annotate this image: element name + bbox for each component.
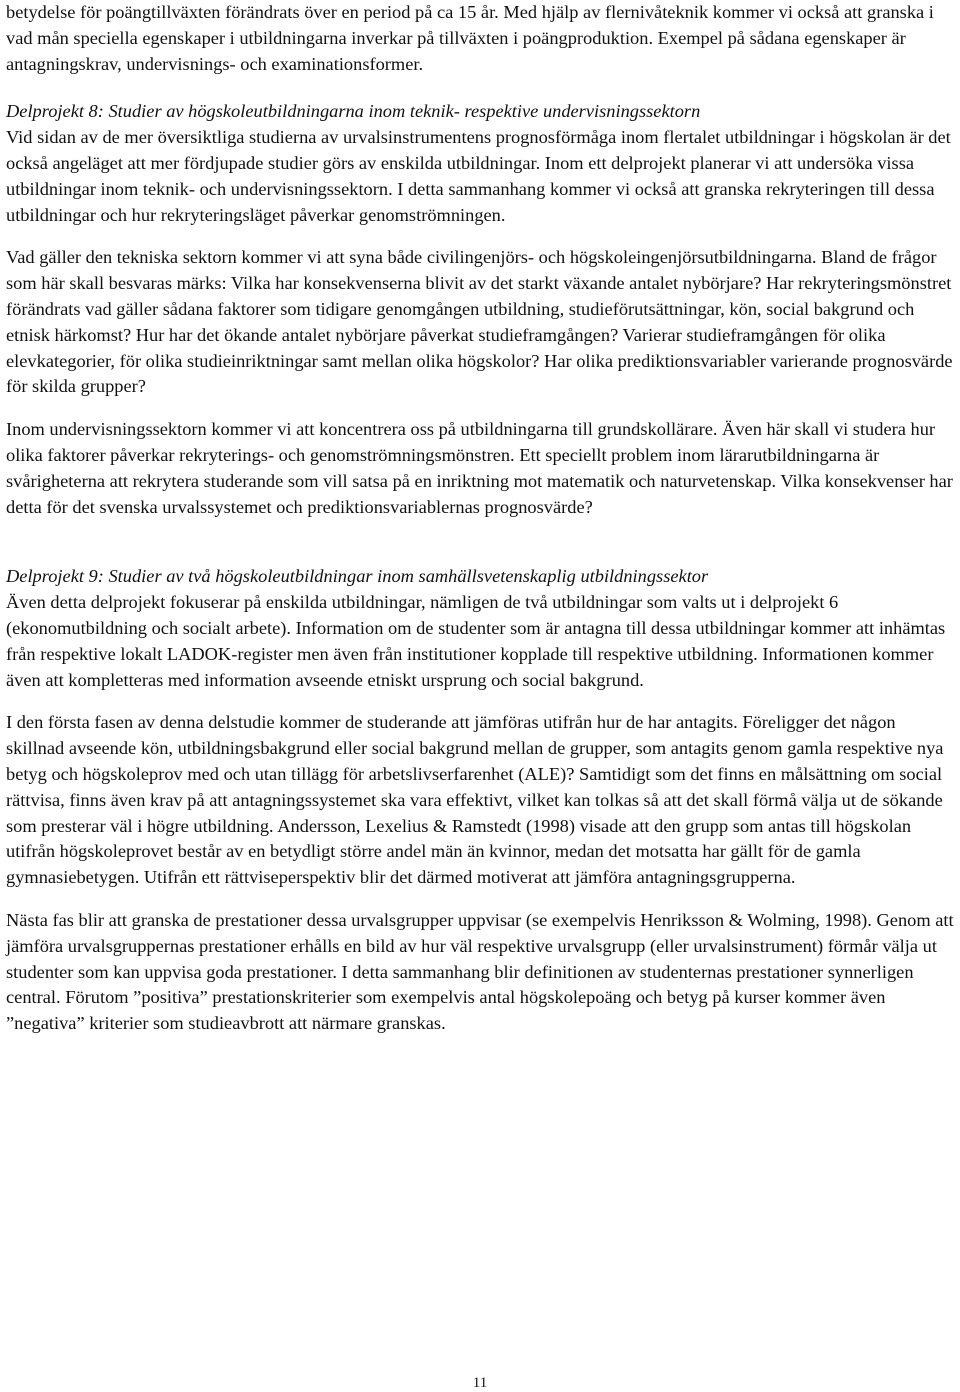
section-9-paragraph-1: Även detta delprojekt fokuserar på enskilda utbildningar, nämligen de två utbildningar som valts ut i delprojekt 6 (ekonomutbildning och socialt arbete). Information om de studenter som är antagna till dessa utbildningar kommer att inhämtas från respektive lokalt LADOK-register men även från institutioner kopplade till respektive utbildning. Informationen kommer även att kompletteras med information avseende etniskt ursprung och social bakgrund.: [6, 592, 946, 690]
intro-paragraph: betydelse för poängtillväxten förändrats över en period på ca 15 år. Med hjälp av flernivåteknik kommer vi också att granska i vad mån speciella egenskaper i utbildningarna inverkar på tillväxten i poängproduktion. Exempel på sådana egenskaper är antagningskrav, undervisnings- och examinationsformer.: [6, 2, 934, 74]
page-number: 11: [472, 1375, 488, 1391]
section-9-paragraph-3: Nästa fas blir att granska de prestationer dessa urvalsgrupper uppvisar (se exempelvis Henriksson & Wolming, 1998). Genom att jämföra urvalsgruppernas prestationer erhålls en bild av hur väl respektive urvalsgrupp (eller urvalsinstrument) förmår välja ut studenter som kan uppvisa goda prestationer. I detta sammanhang blir definitionen av studenternas prestationer synnerligen central. Förutom ”positiva” prestationskriterier som exempelvis antal högskolepoäng och betyg på kurser kommer även ”negativa” kriterier som studieavbrott att närmare granskas.: [6, 909, 954, 1034]
spacer: [6, 891, 954, 908]
document-page: [6, 0, 954, 1037]
section-8-heading: Delprojekt 8: Studier av högskoleutbildningarna inom teknik- respektive undervisningssektorn: [6, 101, 701, 122]
section-9-paragraph-2: I den första fasen av denna delstudie kommer de studerande att jämföras utifrån hur de har antagits. Föreligger det någon skillnad avseende kön, utbildningsbakgrund eller social bakgrund mellan de grupper, som antagits genom gamla respektive nya betyg och högskoleprov med och utan tillägg för arbetslivserfarenhet (ALE)? Samtidigt som det finns en målsättning om social rättvisa, finns även krav på att antagningssystemet ska vara effektivt, vilket kan tolkas så att det skall förmå välja ut de sökande som presterar väl i högre utbildning. Andersson, Lexelius & Ramstedt (1998) visade att den grupp som antas till högskolan utifrån högskoleprovet består av en betydligt större andel män än kvinnor, medan det motsatta har gällt för de gamla gymnasiebetygen. Utifrån ett rättviseperspektiv blir det därmed motiverat att jämföra antagningsgrupperna.: [6, 712, 944, 888]
spacer: [6, 693, 954, 710]
section-8-paragraph-2: Vad gäller den tekniska sektorn kommer vi att syna både civilingenjörs- och högskoleingenjörsutbildningarna. Bland de frågor som här skall besvaras märks: Vilka har konsekvenserna blivit av det starkt växande antalet nybörjare? Har rekryteringsmönstret förändrats vad gäller sådana faktorer som tidigare genomgången utbildning, studieförutsättningar, kön, social bakgrund och etnisk härkomst? Hur har det ökande antalet nybörjare påverkat studieframgången? Varierar studieframgången för olika elevkategorier, för olika studieinriktningar samt mellan olika högskolor? Har olika prediktionsvariabler varierande prognosvärde för skilda grupper?: [6, 247, 953, 397]
section-8-paragraph-1: Vid sidan av de mer översiktliga studierna av urvalsinstrumentens prognosförmåga inom flertalet utbildningar i högskolan är det också angeläget att mer fördjupade studier görs av enskilda utbildningar. Inom ett delprojekt planerar vi att undersöka vissa utbildningar inom teknik- och undervisningssektorn. I detta sammanhang kommer vi också att granska rekryteringen till dessa utbildningar och hur rekryteringsläget påverkar genomströmningen.: [6, 127, 951, 225]
spacer: [6, 77, 954, 99]
section-8-paragraph-3: Inom undervisningssektorn kommer vi att koncentrera oss på utbildningarna till grundskollärare. Även här skall vi studera hur olika faktorer påverkar rekryterings- och genomströmningsmönstren. Ett speciellt problem inom lärarutbildningarna är svårigheterna att rekrytera studerande som vill satsa på en inriktning mot matematik och naturvetenskap. Vilka konsekvenser har detta för det svenska urvalssystemet och prediktionsvariablernas prognosvärde?: [6, 419, 953, 517]
spacer: [6, 520, 954, 564]
spacer: [6, 400, 954, 417]
spacer: [6, 228, 954, 245]
section-9-heading: Delprojekt 9: Studier av två högskoleutbildningar inom samhällsvetenskaplig utbildningssektor: [6, 566, 709, 587]
